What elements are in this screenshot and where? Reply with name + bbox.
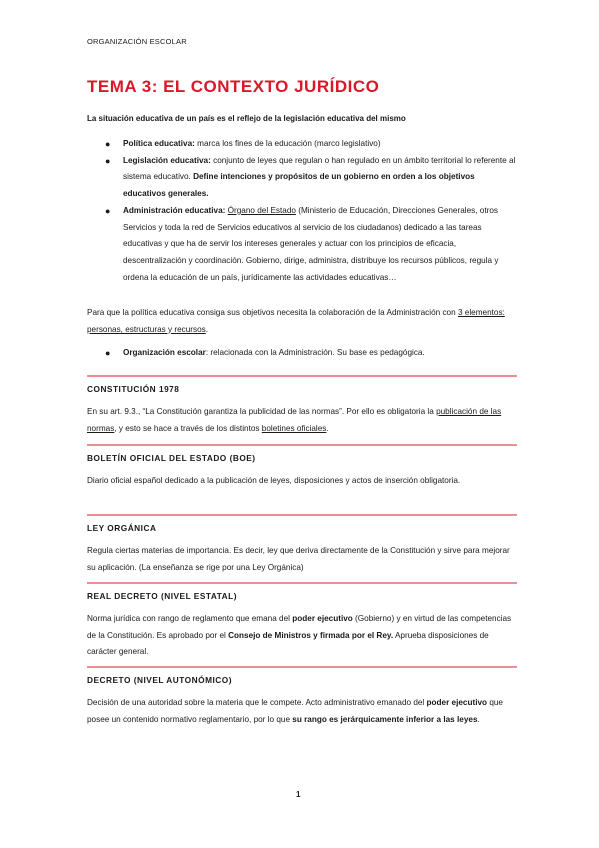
definition-politica: marca los fines de la educación (marco legislativo) (194, 139, 381, 148)
body-bold: su rango es jerárquicamente inferior a las leyes (292, 714, 478, 724)
section-heading: DECRETO (NIVEL AUTONÓMICO) (87, 675, 232, 685)
section-decreto (87, 666, 517, 728)
section-heading: CONSTITUCIÓN 1978 (87, 384, 180, 394)
page-title: TEMA 3: EL CONTEXTO JURÍDICO (87, 77, 380, 96)
link-tres-elementos: 3 elementos: personas, estructuras y recursos (87, 308, 505, 334)
section-body: Regula ciertas materias de importancia. Es decir, ley que deriva directamente de la Constitución y sirve para mejorar su aplicación. (La enseñanza se rige por una Ley Orgánica) (87, 546, 510, 572)
bullet-icon: ● (105, 205, 111, 216)
section-divider (87, 582, 517, 584)
body-text: Aprueba disposiciones de carácter general. (87, 630, 489, 657)
bullet-icon: ● (105, 139, 111, 149)
section-heading: REAL DECRETO (NIVEL ESTATAL) (87, 591, 237, 601)
section-ley-organica (87, 514, 517, 576)
section-divider (87, 375, 517, 377)
paragraph-text: Para que la política educativa consiga sus objetivos necesita la colaboración de la Administración con (87, 308, 458, 317)
body-text: . (477, 714, 480, 724)
section-divider (87, 444, 517, 446)
page-number: 1 (296, 790, 301, 799)
paragraph-elementos (87, 305, 517, 338)
term-organizacion: Organización escolar (123, 348, 206, 357)
body-text: . (326, 423, 329, 433)
body-text: Norma jurídica con rango de reglamento que emana del (87, 614, 293, 623)
list-item-administracion (87, 203, 517, 287)
bullet-icon: ● (105, 155, 111, 166)
link-boletines-oficiales: boletines oficiales (261, 423, 327, 433)
organizacion-list (87, 345, 517, 362)
definition-legislacion-bold: Define intenciones y propósitos de un gobierno en orden a los objetivos educativos generales. (123, 172, 475, 199)
body-text: En su art. 9.3., “La Constitución garantiza la publicidad de las normas”. Por ello es obligatoria la (87, 407, 437, 416)
section-divider (87, 514, 517, 516)
list-item-politica (87, 136, 517, 153)
definition-legislacion: conjunto de leyes que regulan o han regulado en un ámbito territorial lo referente al sistema educativo. (123, 155, 516, 182)
section-body (87, 611, 517, 661)
section-real-decreto (87, 582, 517, 661)
term-legislacion: Legislación educativa: (123, 155, 211, 165)
list-item-legislacion (87, 153, 517, 203)
section-body (87, 695, 517, 728)
term-politica: Política educativa: (123, 139, 195, 148)
definition-administracion: (Ministerio de Educación, Direcciones Generales, otros Servicios y toda la red de Servicios educativos al servicio de los ciudadanos) dedicado a las tareas educativas y que ha de servir los intereses generales y actuar con los principios de eficacia, descentralización y coordinación. Gobierno, dirige, administra, distribuye los recursos públicos, regula y ordena la educación de un país, jurídicamente las actividades educativas… (123, 205, 499, 282)
body-text: , y esto se hace a través de los distintos (114, 423, 262, 433)
intro-sentence: La situación educativa de un país es el reflejo de la legislación educativa del mismo (87, 114, 406, 123)
section-heading: LEY ORGÁNICA (87, 523, 157, 533)
paragraph-end: . (205, 324, 209, 334)
list-item-organizacion (87, 345, 517, 362)
definitions-list (87, 136, 517, 286)
body-bold: poder ejecutivo (292, 614, 353, 623)
term-administracion: Administración educativa: (123, 205, 226, 215)
section-body: Diario oficial español dedicado a la publicación de leyes, disposiciones y actos de inserción obligatoria. (87, 476, 461, 485)
section-heading: BOLETÍN OFICIAL DEL ESTADO (BOE) (87, 453, 256, 463)
body-text: Decisión de una autoridad sobre la materia que le compete. Acto administrativo emanado del (87, 698, 427, 707)
body-bold: Consejo de Ministros y firmada por el Rey. (228, 630, 394, 640)
section-constitucion (87, 375, 517, 437)
section-divider (87, 666, 517, 668)
body-text: que posee un contenido normativo reglamentario, por lo que (87, 698, 503, 724)
link-organo-del-estado: Órgano del Estado (227, 205, 296, 215)
body-bold: poder ejecutivo (426, 698, 488, 707)
section-body (87, 404, 517, 437)
link-publicacion-normas: publicación de las normas (87, 407, 502, 433)
bullet-icon: ● (105, 348, 111, 358)
section-boe (87, 444, 517, 490)
definition-organizacion: : relacionada con la Administración. Su base es pedagógica. (205, 348, 425, 357)
running-header: ORGANIZACIÓN ESCOLAR (87, 37, 187, 46)
body-text: (Gobierno) y en virtud de las competencias de la Constitución. Es aprobado por el (87, 614, 512, 640)
